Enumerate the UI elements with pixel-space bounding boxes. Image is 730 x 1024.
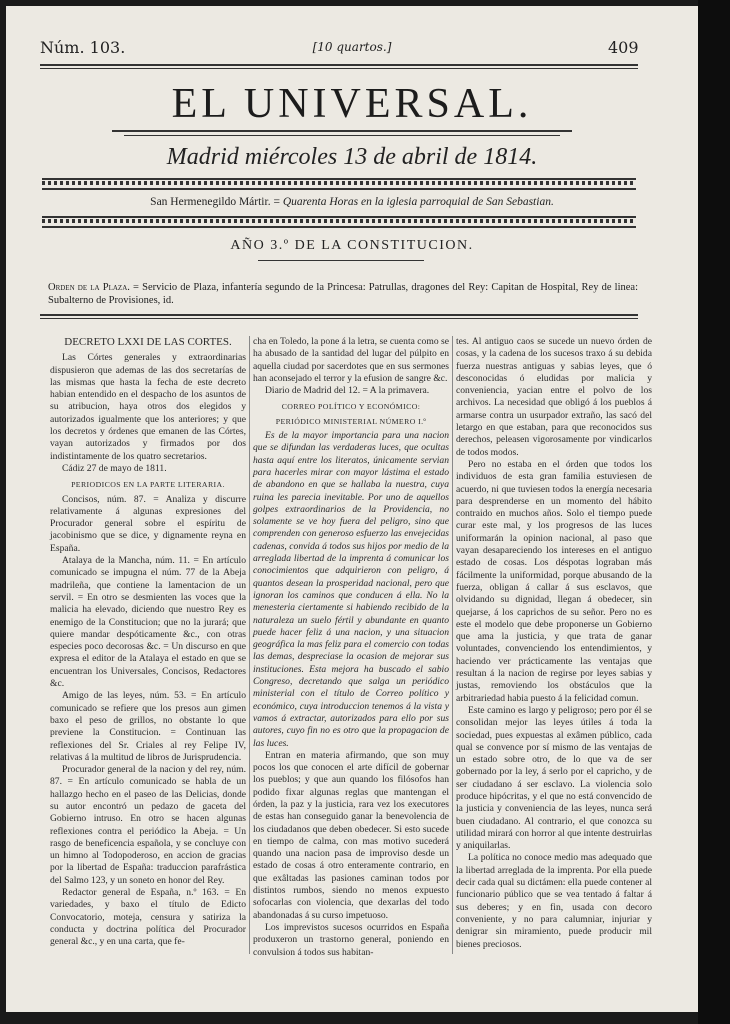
newspaper-title: EL UNIVERSAL.: [171, 81, 533, 127]
saint-of-day: San Hermenegildo Mártir.: [150, 196, 271, 208]
section-rule: [40, 314, 638, 316]
section-rule-thin: [40, 318, 638, 319]
top-rule-thin: [40, 68, 638, 69]
paragraph: La política no conoce medio mas adequado que la libertad arreglada de la imprenta. Por ella puede decir cada qual su dictámen: ella puede contener al funcionario público que se vea tentado á faltar á sus deberes; y en fin, usada con decoro conveniente, y no para calumniar, injuriar y denigrar sin miramiento, puede producir mil bienes preciosos.: [456, 852, 652, 950]
decree-date: Cádiz 27 de mayo de 1811.: [62, 462, 167, 474]
saints-line: San Hermenegildo Mártir. = Quarenta Horas en la iglesia parroquial de San Sebastian.: [150, 196, 554, 208]
column-3: [456, 336, 652, 951]
correo-subheading: PERIÓDICO MINISTERIAL NÚMERO I.º: [275, 416, 427, 426]
title-underline-thin: [124, 135, 560, 136]
paragraph: Entran en materia afirmando, que son muy pocos los que conocen el arte difícil de gobernar los pueblos; y que aun quando los filósofos han podido fixar algunas reglas que mantengan el órden, la paz y la justicia, rara vez los executores de estas han conseguido ganar la benevolencia de los ciudadanos que deben obedecer. Si esto sucede en tiempo de calma, con mas motivo sucederá quando una nacion pasa de improviso desde un estado de cosas á otro enteramente contrario, en que exâltadas las pasiones caminan todos por distintos rumbos, siendo no menos expuesto sofocarlas con violencia, que dexarlas del todo abandonadas á su curso impetuoso.: [253, 749, 449, 921]
decree-text: Las Córtes generales y extraordinarias dispusieron que ademas de las dos secretarías de las mismas que hasta la fecha de este decreto habian entendido en el despacho de los asuntos de su atribucion, haya otros dos elegidos y autorizados igualmente que los anteriores; y que los decretos y órdenes que emanen de las Córtes, vayan autorizados y firmados por dos indistintamente de los quatro secretarios.: [50, 352, 246, 462]
column-1: [50, 336, 246, 949]
decree-heading: DECRETO LXXI DE LAS CORTES.: [64, 336, 232, 348]
paragraph: Pero no estaba en el órden que todos los individuos de esta gran familia estuviesen de acuerdo, ni que tuviesen todos la energía necesaria para desprenderse en un momento del hábito contraido en muchos años. Solo el tiempo puede curar este mal, y los progresos de las luces uniformarán la opinion nacional, al paso que vayan desapareciendo los intereses en el antiguo estado de cosas. Los déspotas lograban más fácilmente la uniformidad, porque abusando de la fuerza, obligan á callar á sus esclavos, que olvidando su dignidad, llegan á obedecer, sin quejarse, á los caprichos de su señor. Pero no es este el modelo que debe proponerse un Gobierno que ama la justicia, y que trata de ganar voluntades, convenciendo los entendimientos, y haciendo ver prácticamente las ventajas que resultan á la nacion de regirse por leyes sabias y justas, removiendo los obstáculos que la arbitrariedad habia puesto á la felicidad comun.: [456, 458, 652, 704]
paragraph: Diario de Madrid del 12. = A la primavera.: [265, 385, 430, 397]
column-divider-1: [249, 336, 250, 954]
dateline: Madrid miércoles 13 de abril de 1814.: [166, 144, 538, 170]
ornamental-rule-bottom: [42, 216, 636, 228]
correo-heading: CORREO POLÍTICO Y ECONÓMICO:: [281, 402, 421, 412]
plaza-order: Orden de la Plaza. = Servicio de Plaza, infantería segundo de la Princesa: Patrullas, dragones del Rey: Capitan de Hospital, Rey de linea: Subalterno de Provisiones, id.: [48, 282, 639, 306]
ornamental-rule-top: [42, 178, 636, 190]
paragraph: Atalaya de la Mancha, núm. 11. = En artículo comunicado se impugna el núm. 77 de la Abeja madrileña, que contiene la lamentacion de un servil. = En otro se desmienten las voces que la malicia ha elevado, diciendo que nuestro Rey es enemigo de la Constitucion; que no la jurará; que quiere mandar despóticamente &c., con otras especies poco decorosas &c. = Un discurso en que expresa el editor de la Atalaya el estado en que se encuentran los Universales, Concisos, Redactores &c.: [50, 555, 246, 690]
paragraph: Redactor general de España, n.º 163. = En variedades, y baxo el título de Edicto Convocatorio, moteja, censura y satiriza la conducta y doctrina política del Procurador general &c., y en una carta, que fe-: [50, 887, 246, 948]
issue-number: Núm. 103.: [40, 38, 126, 57]
price-format: [10 quartos.]: [312, 40, 392, 54]
paragraph: Procurador general de la nacion y del rey, núm. 87. = En artículo comunicado se habla de un hallazgo hecho en el paseo de las Delicias, donde su autor encontró un pedazo de gaceta del Gobierno intruso. En otro se hacen algunas reflexiones contra el periódico la Abeja. = Un rasgo de beneficencia española, y se concluye con un himno al Todopoderoso, en accion de gracias por la libertad de España: traduccion parafrástica del Salmo 123, y un soneto en honor del Rey.: [50, 764, 246, 886]
paragraph: Este camino es largo y peligroso; pero por él se consolidan mejor las leyes útiles á toda la sociedad, pues expuestas al exâmen público, cada qual se convence por sí mismo de las ventajas de un estado sobre otro, de lo que va de ser gobernado por la ley, á serlo por el capricho, y de ser ciudadano á ser esclavo. La violencia solo produce hipócritas, y el que no está convencido de la justicia y conveniencia de las leyes, nunca será buen ciudadano. Al contrario, el que conozca su utilidad mirará con horror al que intente destruirlas y aniquilarlas.: [456, 704, 652, 852]
plaza-order-label: Orden de la Plaza.: [48, 282, 130, 293]
paragraph: Concisos, núm. 87. = Analiza y discurre relativamente á algunas expresiones del Procurador general sobre el espíritu de jacobinismo que se dice, y dignamente reyna en España.: [50, 493, 246, 554]
constitution-year: AÑO 3.º DE LA CONSTITUCION.: [230, 238, 474, 253]
top-rule: [40, 64, 638, 66]
periodicals-heading: PERIODICOS EN LA PARTE LITERARIA.: [71, 480, 225, 490]
paragraph: tes. Al antiguo caos se sucede un nuevo órden de cosas, y la cadena de los sucesos traxo á su debida fuerza nuestras antiguas y sabias leyes, que ó desconocidas ó eludidas por malicia y conveniencia, yacian entre el polvo de los archivos. La necesidad que obligó á los pueblos á armarse contra un usurpador extraño, las sacó del letargo en que estaban, para que reconocidos sus derechos, peleasen vigorosamente por vindicarlos de todos modos.: [456, 336, 652, 458]
paragraph: Los imprevistos sucesos ocurridos en España produxeron un trastorno general, poniendo en convulsion á todos sus habitan-: [253, 921, 449, 958]
scan-border: [698, 0, 730, 1024]
paragraph: Amigo de las leyes, núm. 53. = En artículo comunicado se refiere que los presos aun gimen baxo el peso de grillos, no obstante lo que previene la Constitucion. = Continuan las reflexiones del Sr. Criales al rey Felipe IV, relativas á la multitud de libros de Jurisprudencia.: [50, 690, 246, 763]
column-divider-2: [452, 336, 453, 954]
year-underline: [258, 260, 424, 261]
paragraph: Es de la mayor importancia para una nacion que se difundan las verdaderas luces, que ocultas hasta aquí entre los literatos, únicamente servian para hacerles mirar con mayor lástima el estado de abandono en que se hallaba la nuestra, cuya ruina les parecia inevitable. Por uno de aquellos golpes extraordinarios de la Providencia, no solamente se ve hoy fuera del peligro, sino que comprenden con generoso esfuerzo las envejecidas cadenas, convida á todos sus hijos por medio de la arreglada libertad de la imprenta á comunicar los conocimientos que adquirieron con peligro, á quantos desean la prosperidad nacional, pero que ignoran los caminos que conducen á ella. No la menesteria ciertamente si habiendo recibido de la naturaleza un suelo fértil y abundante en quanto puede hacer feliz á una nacion, y una situacion geográfica la mas feliz para el comercio con todas las demas, despreciase la ocasion de mejorar sus instituciones. Esta mejora ha buscado el sabio Congreso, decretando que salga un periódico ministerial con el título de Correo político y económico, cuya introduccion tenemos á la vista y vamos á extractar, autorizados para ello por sus autores, cuyo fin no es otro que la propagacion de las luces.: [253, 430, 449, 749]
column-2: [253, 336, 449, 959]
paragraph: cha en Toledo, la pone á la letra, se cuenta como se ha abusado de la santidad del lugar del púlpito en aquella ciudad por sacerdotes que en sus sermones han aconsejado el terror y la efusion de sangre &c.: [253, 336, 450, 384]
title-underline: [112, 130, 572, 132]
page-number: 409: [608, 38, 639, 57]
plaza-order-text: Servicio de Plaza, infantería segundo de la Princesa: Patrullas, dragones del Rey: Capitan de Hospital, Rey de linea: Subalterno de Provisiones, id.: [48, 282, 639, 306]
newspaper-page: [6, 6, 698, 1012]
devotion-notice: Quarenta Horas en la iglesia parroquial de San Sebastian.: [282, 196, 554, 208]
